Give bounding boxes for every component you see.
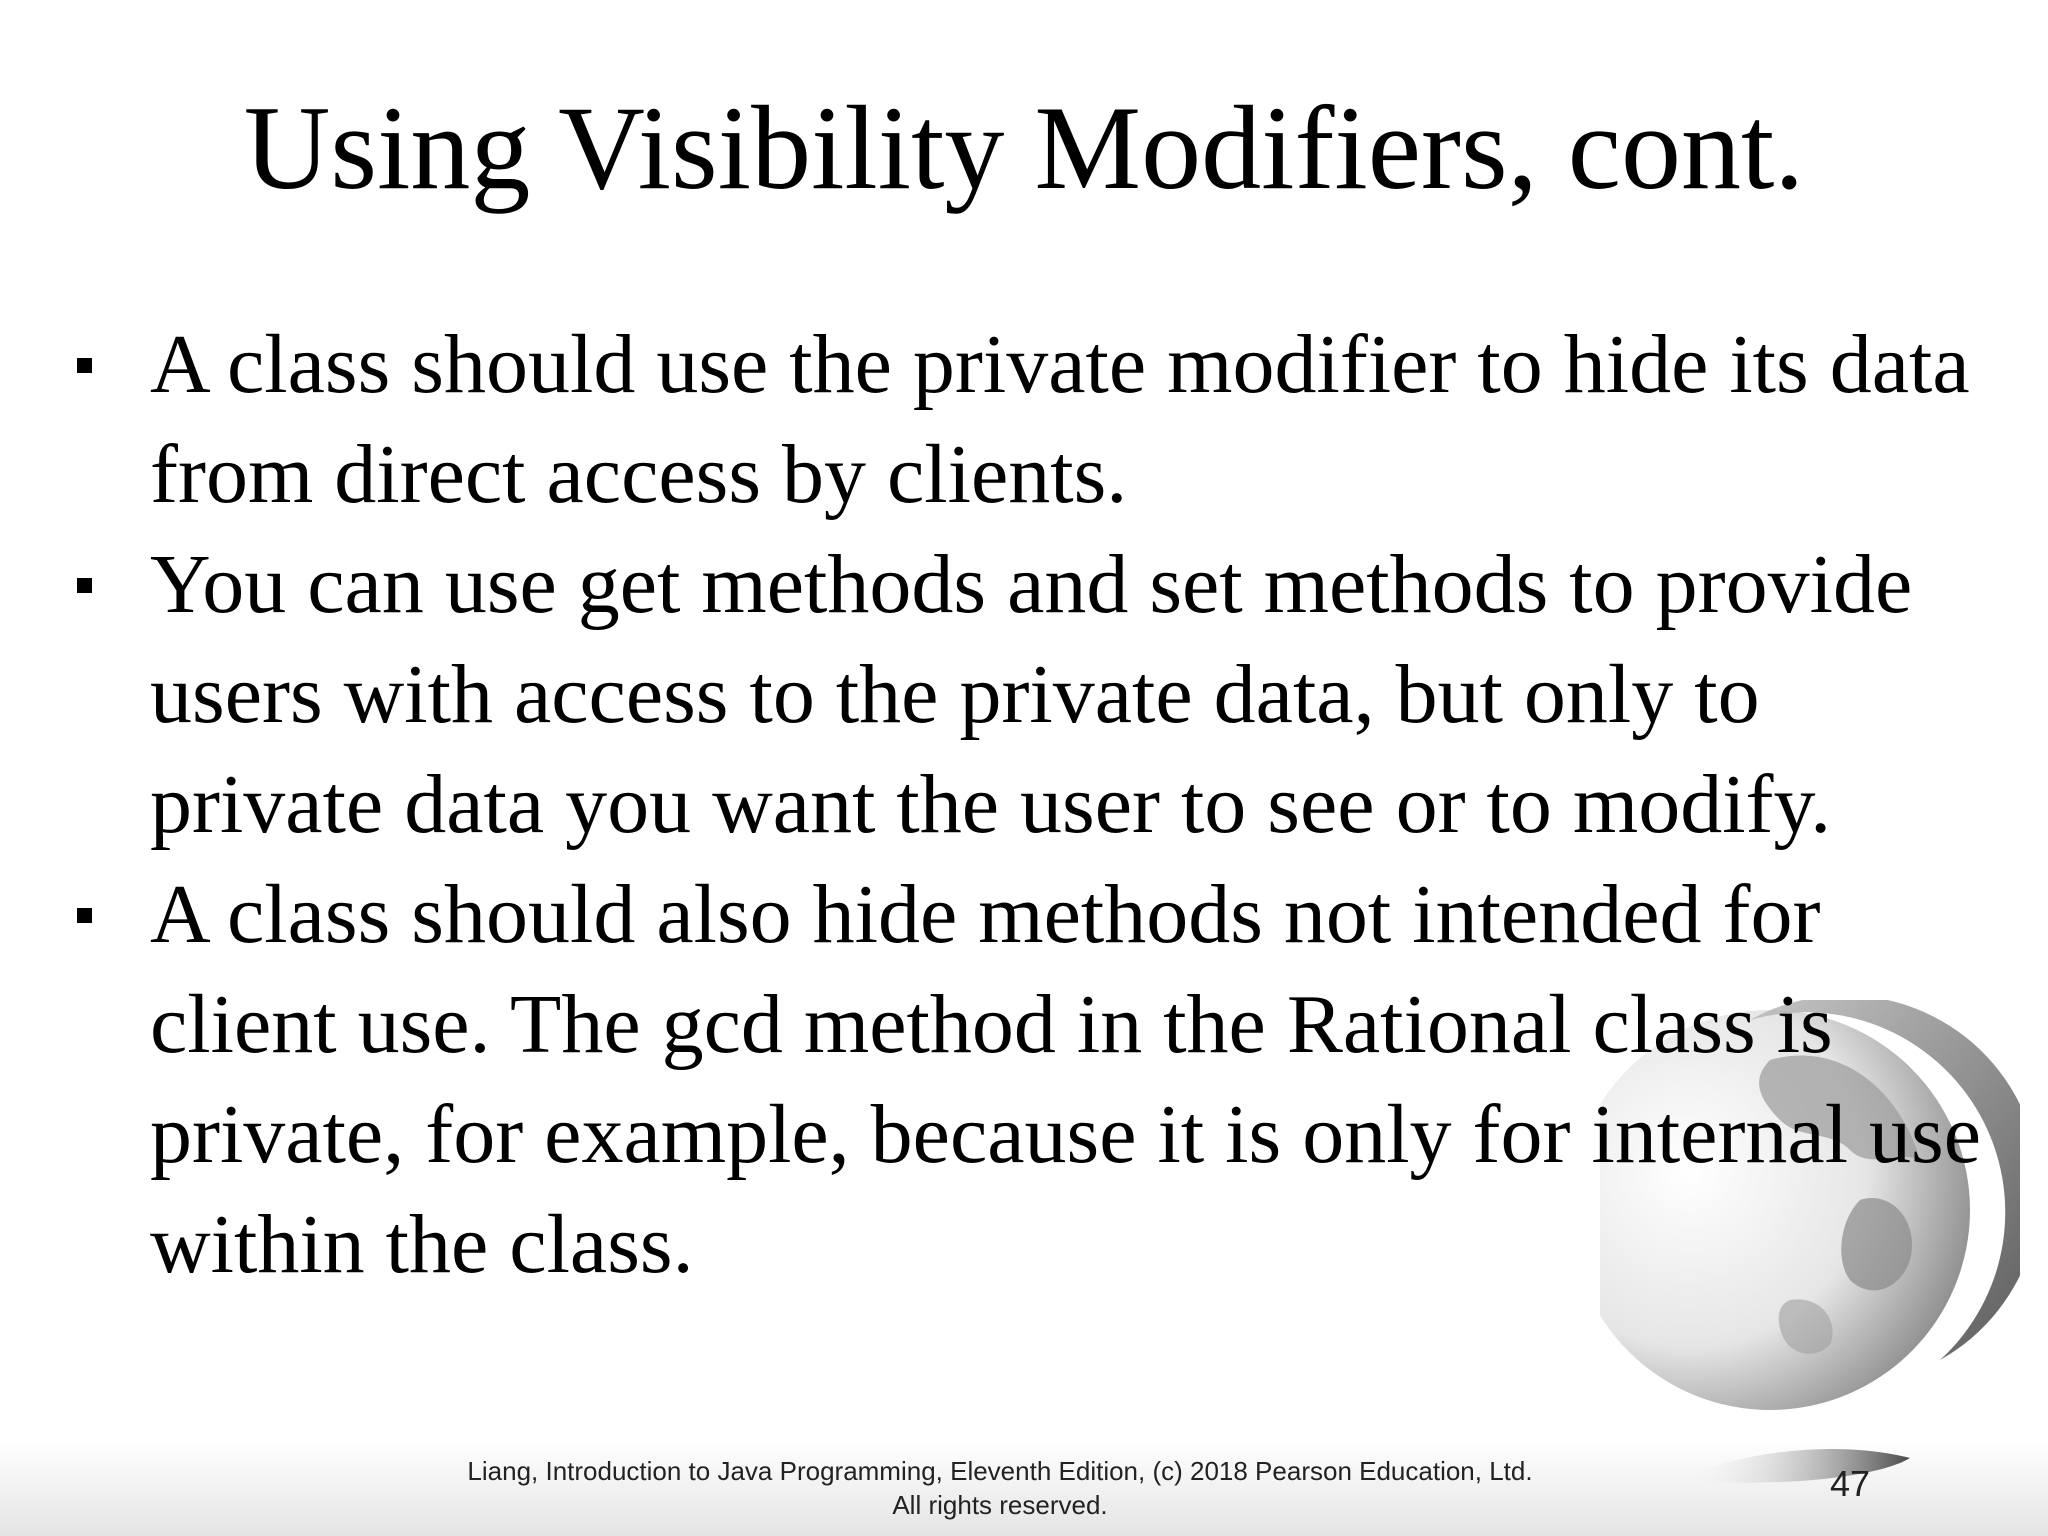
bullet-text: You can use get methods and set methods to provide users with access to the private data, but only to private data you want the user to see or to modify. (150, 538, 1913, 851)
slide-title: Using Visibility Modifiers, cont. (243, 81, 1805, 214)
footer-line-1: Liang, Introduction to Java Programming, Eleventh Edition, (c) 2018 Pearson Education, Ltd. (467, 1456, 1533, 1486)
bullet-square-icon (77, 908, 92, 923)
bullet-item (70, 310, 2010, 530)
bullet-item (70, 860, 2010, 1300)
footer-line-2: All rights reserved. (892, 1490, 1108, 1520)
bullet-list (70, 310, 2010, 1300)
page-number: 47 (1830, 1463, 1871, 1504)
bullet-text: A class should use the private modifier to hide its data from direct access by clients. (150, 318, 1970, 521)
bullet-square-icon (77, 578, 92, 593)
bullet-item (70, 530, 2010, 860)
footer-copyright (400, 1454, 1600, 1522)
swoosh-decoration (1680, 1440, 1920, 1500)
bullet-text: A class should also hide methods not intended for client use. The gcd method in the Rational class is private, for example, because it is only for internal use within the class. (150, 868, 1982, 1291)
bullet-square-icon (77, 358, 92, 373)
